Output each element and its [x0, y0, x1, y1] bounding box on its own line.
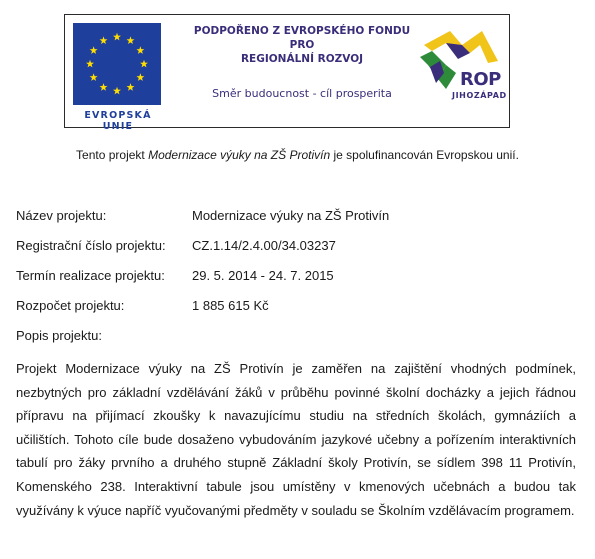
info-label: Název projektu:	[16, 208, 107, 223]
cofinance-prefix: Tento projekt	[76, 148, 149, 162]
project-description: Projekt Modernizace výuky na ZŠ Protivín je zaměřen na zajištění vhodných podmínek, nezbytných pro základní vzdělávání žáků v průběhu povinné školní docházky a jejich řádnou přípravu na přijímací zkoušky k navazujícímu studiu na středních školách, gymnáziích a učilištích. Tohoto cíle bude dosaženo vybudováním jazykové učebny a pořízením interaktivních tabulí pro žáky prvního a druhého stupně Základní školy Protivín, se sídlem 398 11 Protivín, Komenského 238. Interaktivní tabule jsou umístěny v kmenových učebnách a budou tak využívány k výuce napříč vyučovanými předměty v souladu se Školním vzdělávacím programem.	[16, 361, 576, 518]
eu-flag-icon	[73, 23, 161, 105]
cofinance-statement	[0, 148, 595, 162]
fund-line-2: PRO	[289, 39, 315, 51]
info-value: 29. 5. 2014 - 24. 7. 2015	[192, 268, 334, 283]
info-value: CZ.1.14/2.4.00/34.03237	[192, 238, 336, 253]
info-value: Modernizace výuky na ZŠ Protivín	[192, 208, 390, 223]
info-label: Popis projektu:	[16, 328, 102, 343]
motto: Směr budoucnost - cíl prosperita	[212, 87, 392, 100]
cofinance-project: Modernizace výuky na ZŠ Protivín	[148, 148, 331, 162]
cofinance-suffix: je spolufinancován Evropskou unií.	[330, 148, 519, 162]
fund-line-1: PODPOŘENO Z EVROPSKÉHO FONDU	[193, 25, 411, 37]
eu-label: EVROPSKÁ UNIE	[84, 110, 152, 132]
fund-line-3: REGIONÁLNÍ ROZVOJ	[240, 53, 364, 65]
funding-banner	[64, 14, 510, 132]
info-label: Termín realizace projektu:	[16, 268, 165, 283]
rop-region: JIHOZÁPAD	[452, 91, 507, 100]
rop-logo-text: ROP	[460, 69, 501, 90]
info-label: Registrační číslo projektu:	[16, 238, 166, 253]
info-label: Rozpočet projektu:	[16, 298, 125, 313]
info-value: 1 885 615 Kč	[192, 298, 269, 313]
